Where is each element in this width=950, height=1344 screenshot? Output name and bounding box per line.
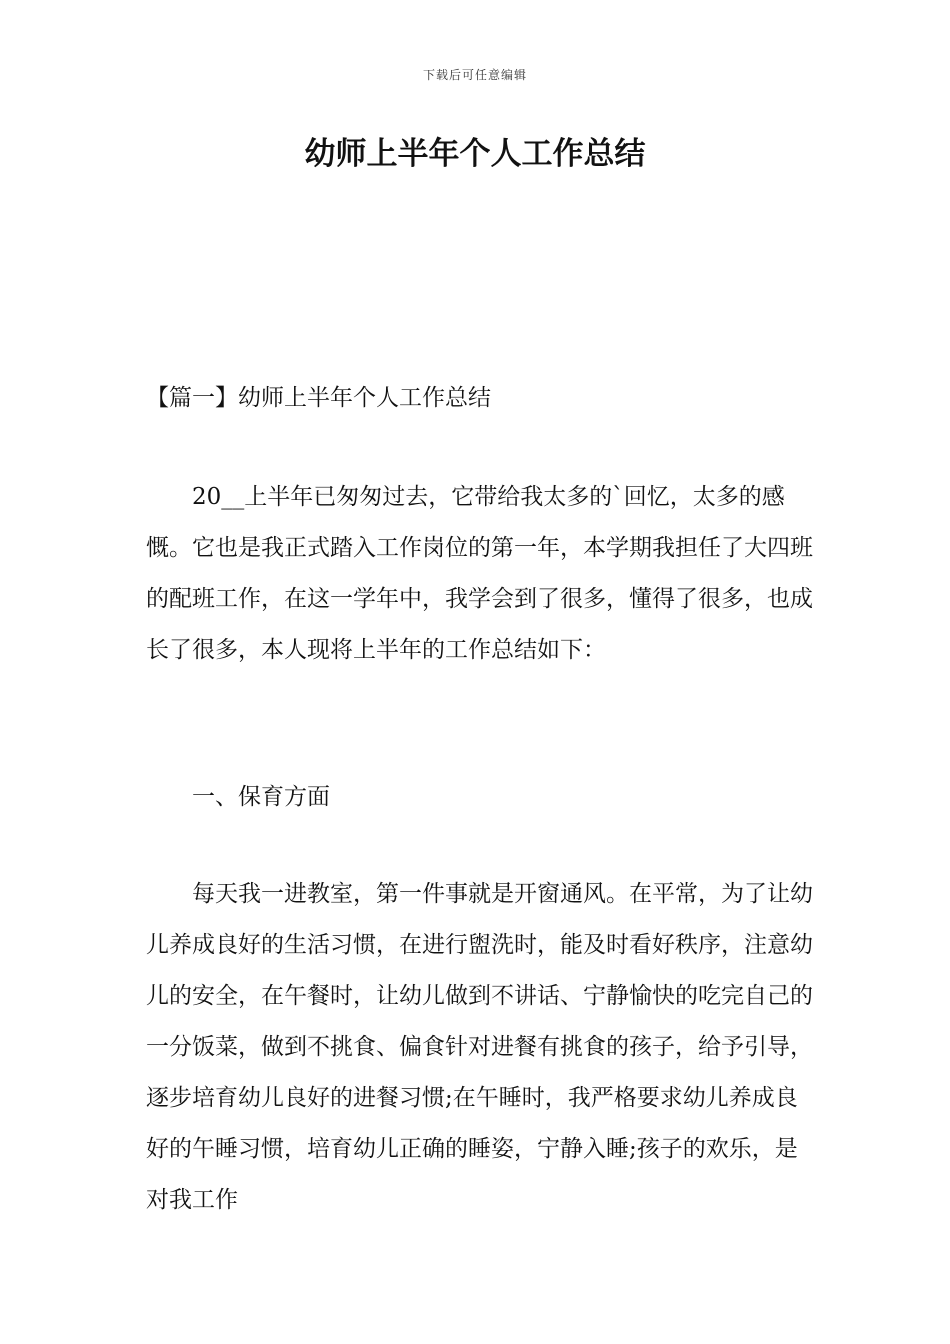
subheading-childcare: 一、保育方面 bbox=[192, 784, 330, 810]
header-note: 下载后可任意编辑 bbox=[422, 68, 527, 82]
childcare-paragraph: 每天我一进教室，第一件事就是开窗通风。在平常，为了让幼儿养成良好的生活习惯，在进行盥洗时，能及时看好秩序，注意幼儿的安全，在午餐时，让幼儿做到不讲话、宁静愉快的吃完自己的一分饭菜，做到不挑食、偏食针对进餐有挑食的孩子，给予引导，逐步培育幼儿良好的进餐习惯;在午睡时，我严格要求幼儿养成良好的午睡习惯，培育幼儿正确的睡姿，宁静入睡;孩子的欢乐，是对我工作 bbox=[146, 881, 813, 1213]
section-heading: 【篇一】幼师上半年个人工作总结 bbox=[146, 385, 491, 411]
document-title: 幼师上半年个人工作总结 bbox=[304, 136, 646, 172]
intro-paragraph: 20__上半年已匆匆过去，它带给我太多的`回忆，太多的感慨。它也是我正式踏入工作岗位的第一年，本学期我担任了大四班的配班工作，在这一学年中，我学会到了很多，懂得了很多，也成长了很多，本人现将上半年的工作总结如下： bbox=[146, 484, 813, 663]
